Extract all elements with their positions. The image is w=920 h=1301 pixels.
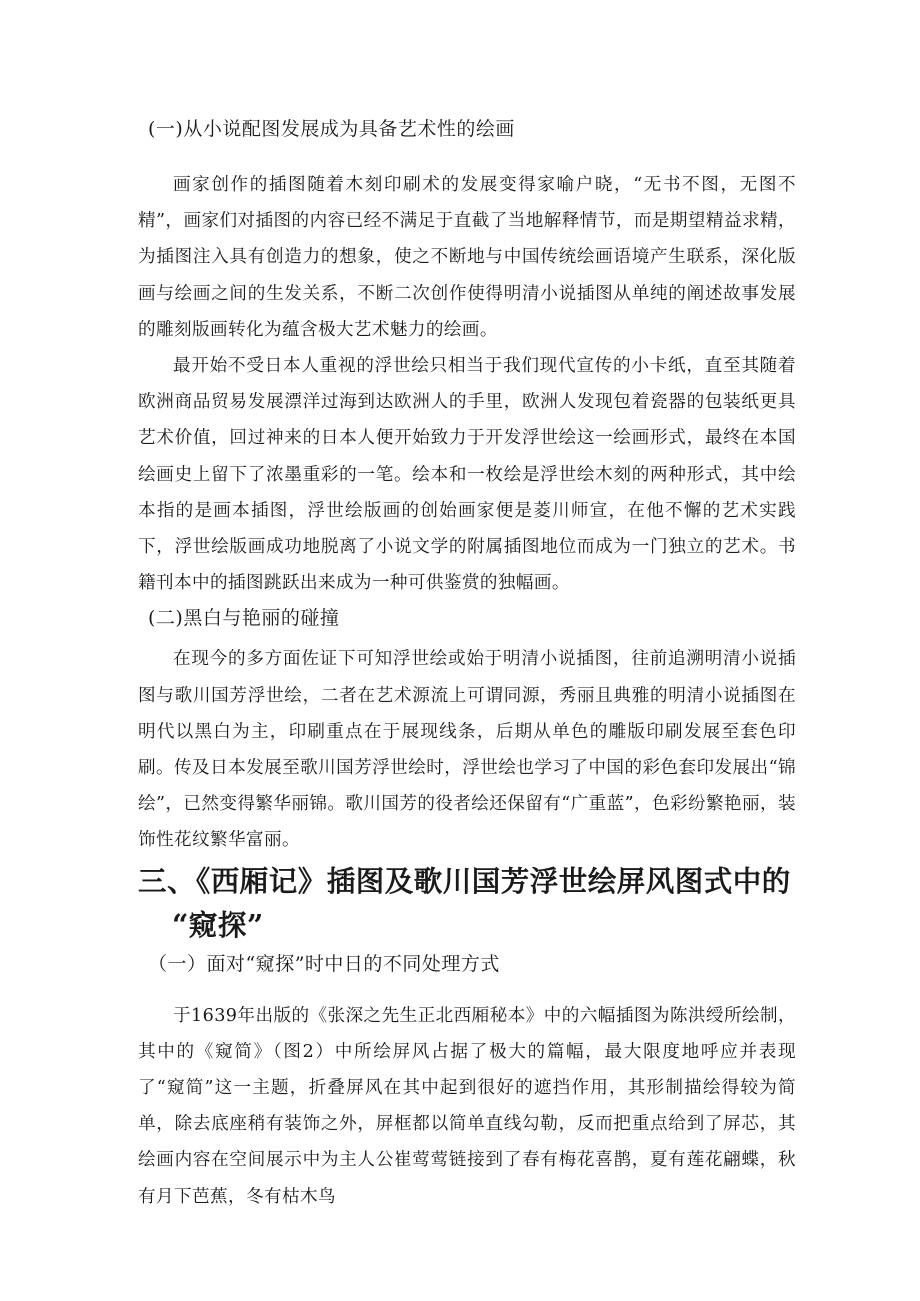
document-page <box>138 112 796 1215</box>
paragraph-4: 于1639年出版的《张深之先生正北西厢秘本》中的六幅插图为陈洪绶所绘制，其中的《窥简》（图2）中所绘屏风占据了极大的篇幅，最大限度地呼应并表现了“窥简”这一主题，折叠屏风在其中起到很好的遮挡作用，其形制描绘得较为简单，除去底座稍有装饰之外，屏框都以简单直线勾勒，反而把重点给到了屏芯，其绘画内容在空间展示中为主人公崔莺莺链接到了春有梅花喜鹊，夏有莲花翩蝶，秋有月下芭蕉，冬有枯木鸟 <box>138 1005 796 1207</box>
subheading-3: （一）面对“窥探”时中日的不同处理方式 <box>148 952 500 975</box>
subheading-1: (一)从小说配图发展成为具备艺术性的绘画 <box>148 118 515 140</box>
section-title: 三、《西厢记》插图及歌川国芳浮世绘屏风图式中的 <box>138 863 791 898</box>
paragraph-2: 最开始不受日本人重视的浮世绘只相当于我们现代宣传的小卡纸，直至其随着欧洲商品贸易发展漂洋过海到达欧洲人的手里，欧洲人发现包着瓷器的包装纸更具艺术价值，回过神来的日本人便开始致力于开发浮世绘这一绘画形式，最终在本国绘画史上留下了浓墨重彩的一笔。绘本和一枚绘是浮世绘木刻的两种形式，其中绘本指的是画本插图，浮世绘版画的创始画家便是菱川师宣，在他不懈的艺术实践下，浮世绘版画成功地脱离了小说文学的附属插图地位而成为一门独立的艺术。书籍刊本中的插图跳跃出来成为一种可供鉴赏的独幅画。 <box>138 356 796 594</box>
paragraph-3: 在现今的多方面佐证下可知浮世绘或始于明清小说插图，往前追溯明清小说插图与歌川国芳浮世绘，二者在艺术源流上可谓同源，秀丽且典雅的明清小说插图在明代以黑白为主，印刷重点在于展现线条，后期从单色的雕版印刷发展至套色印刷。传及日本发展至歌川国芳浮世绘时，浮世绘也学习了中国的彩色套印发展出“锦绘”，已然变得繁华丽锦。歌川国芳的役者绘还保留有“广重蓝”，色彩纷繁艳丽，装饰性花纹繁华富丽。 <box>138 649 796 851</box>
paragraph-1: 画家创作的插图随着木刻印刷术的发展变得家喻户晓，“无书不图，无图不精”，画家们对插图的内容已经不满足于直截了当地解释情节，而是期望精益求精，为插图注入具有创造力的想象，使之不断地与中国传统绘画语境产生联系，深化版画与绘画之间的生发关系，不断二次创作使得明清小说插图从单纯的阐述故事发展的雕刻版画转化为蕴含极大艺术魅力的绘画。 <box>138 175 796 340</box>
subheading-2: (二)黑白与艳丽的碰撞 <box>148 607 340 630</box>
section-title-continued: “窥探” <box>172 907 264 942</box>
